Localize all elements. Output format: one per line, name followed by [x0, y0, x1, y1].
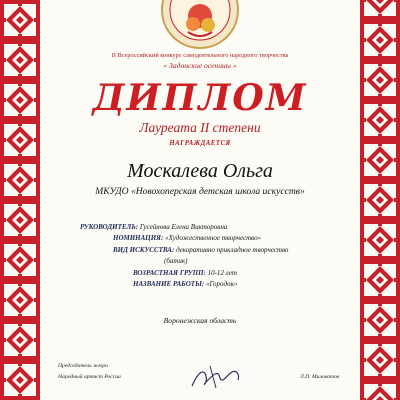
art-row	[80, 245, 360, 256]
festival-name: « Задонские осенины »	[163, 61, 237, 70]
diploma-subtitle: Лауреата II степени	[139, 120, 261, 135]
awarded-label: НАГРАЖДАЕТСЯ	[169, 140, 231, 147]
left-ornament-border	[0, 0, 40, 400]
right-ornament-border	[360, 0, 400, 400]
age-value: 10-12 лет	[207, 268, 237, 277]
diploma-title: ДИПЛОМ	[92, 77, 308, 119]
age-label: ВОЗРАСТНАЯ ГРУПП:	[133, 268, 206, 277]
work-value: «Городок»	[205, 280, 238, 289]
festival-emblem-icon	[160, 0, 240, 50]
nomination-value: «Художественное творчество»	[165, 234, 262, 243]
region-name: Воронежская область	[163, 316, 237, 325]
art-value: декоративно прикладное творчество	[176, 245, 289, 254]
art-value-continuation: (батик)	[164, 257, 188, 266]
nomination-label: НОМИНАЦИЯ:	[113, 234, 164, 243]
art-continuation-row	[80, 256, 360, 267]
award-details	[80, 222, 360, 290]
leader-value: Гусейнова Елена Викторовна	[139, 223, 228, 231]
signature-icon	[186, 362, 246, 392]
work-label: НАЗВАНИЕ РАБОТЫ:	[133, 280, 205, 289]
leader-label: РУКОВОДИТЕЛЬ:	[80, 223, 139, 231]
jury-chair-name: Л.П. Миловатов	[300, 374, 340, 380]
age-row	[80, 268, 360, 279]
leader-row	[80, 222, 360, 233]
school-name: МКУДО «Новохоперская детская школа искусств»	[95, 186, 305, 197]
jury-chair-title: Председатель жюри	[58, 363, 108, 369]
recipient-name: Москалева Ольга	[127, 160, 273, 182]
jury-chair-rank: Народный артист России	[58, 374, 121, 380]
contest-name: II Всероссийский конкурс самодеятельного народного творчества	[111, 52, 289, 59]
art-label: ВИД ИСКУССТВА:	[113, 245, 175, 254]
work-row	[80, 279, 360, 290]
nomination-row	[80, 233, 360, 244]
